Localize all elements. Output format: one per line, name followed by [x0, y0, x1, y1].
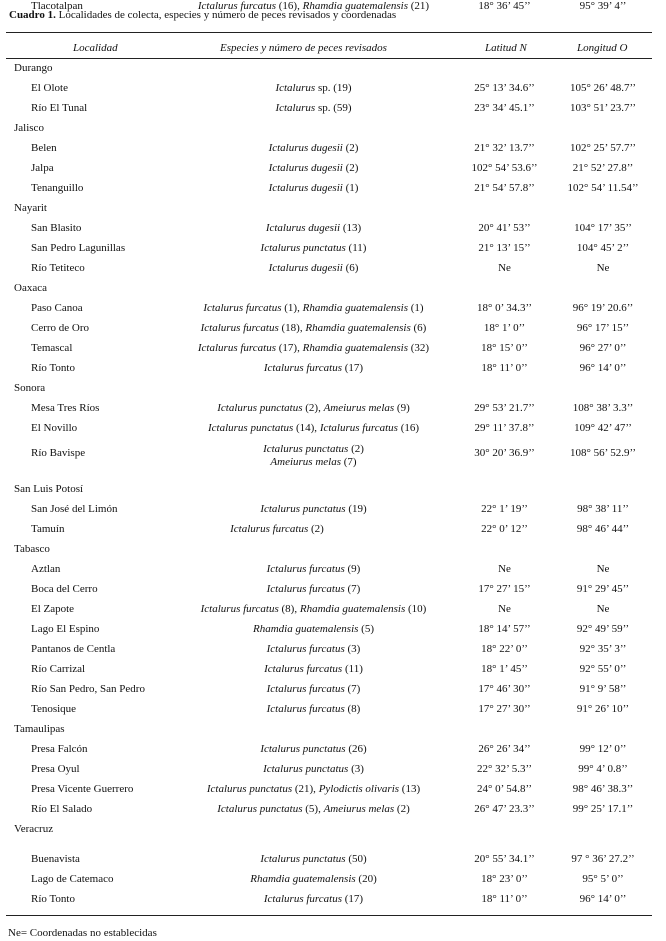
group-row	[0, 483, 666, 503]
longitude-cell: 21° 52’ 27.8’’	[572, 162, 634, 174]
species-cell: Ictalurus punctatus (21), Pylodictis olivaris (13)	[206, 783, 421, 795]
longitude-cell: 96° 14’ 0’’	[579, 893, 627, 905]
longitude-cell: Ne	[596, 563, 610, 575]
locality-cell: Presa Falcón	[31, 743, 88, 755]
table-row	[0, 703, 666, 723]
latitude-cell: 102° 54’ 53.6’’	[471, 162, 538, 174]
longitude-cell: 99° 4’ 0.8’’	[578, 763, 628, 775]
latitude-cell: 21° 13’ 15’’	[478, 242, 531, 254]
footnote: Ne= Coordenadas no establecidas	[8, 927, 157, 939]
species-cell: Ictalurus furcatus (17)	[263, 362, 364, 374]
latitude-cell: 22° 0’ 12’’	[481, 523, 528, 535]
species-cell: Ictalurus punctatus (19)	[260, 503, 367, 515]
latitude-cell: 18° 11’ 0’’	[481, 893, 528, 905]
longitude-cell: 95° 5’ 0’’	[582, 873, 624, 885]
locality-cell: Temascal	[31, 342, 73, 354]
locality-cell: Jalpa	[31, 162, 54, 174]
table-row	[0, 563, 666, 583]
longitude-cell: 96° 19’ 20.6’’	[572, 302, 634, 314]
locality-cell: Río Bavispe	[31, 447, 86, 459]
species-cell: Ictalurus dugesii (2)	[268, 142, 359, 154]
table-row	[0, 402, 666, 422]
latitude-cell: 26° 26’ 34’’	[478, 743, 531, 755]
species-cell: Ictalurus furcatus (7)	[266, 683, 361, 695]
table-row	[0, 102, 666, 122]
caption-label: Cuadro 1.	[9, 9, 56, 21]
locality-cell: Tenanguillo	[31, 182, 84, 194]
table-row	[0, 503, 666, 523]
latitude-cell: 18° 0’ 34.3’’	[476, 302, 532, 314]
longitude-cell: 109° 42’ 47’’	[574, 422, 632, 434]
group-row	[0, 282, 666, 302]
species-cell: Ictalurus dugesii (1)	[268, 182, 359, 194]
latitude-cell: 18° 22’ 0’’	[481, 643, 528, 655]
table-row	[0, 182, 666, 202]
locality-cell: Presa Oyul	[31, 763, 80, 775]
longitude-cell: 96° 17’ 15’’	[576, 322, 630, 334]
locality-cell: Aztlan	[31, 563, 61, 575]
table-row	[0, 803, 666, 823]
species-cell: Ictalurus furcatus (17), Rhamdia guatemalensis (32)	[197, 342, 430, 354]
latitude-cell: 17° 27’ 15’’	[478, 583, 531, 595]
table-row	[0, 873, 666, 893]
table-row	[0, 422, 666, 442]
locality-cell: Mesa Tres Ríos	[31, 402, 100, 414]
locality-cell: San Pedro Lagunillas	[31, 242, 126, 254]
species-cell: Ictalurus punctatus (50)	[260, 853, 367, 865]
table-row	[0, 262, 666, 282]
latitude-cell: 18° 15’ 0’’	[481, 342, 528, 354]
species-cell: Ictalurus furcatus (1), Rhamdia guatemalensis (1)	[203, 302, 424, 314]
longitude-cell: 102° 25’ 57.7’’	[569, 142, 636, 154]
table-row	[0, 222, 666, 242]
latitude-cell: 17° 27’ 30’’	[478, 703, 531, 715]
locality-cell: Río El Tunal	[31, 102, 88, 114]
table-row	[0, 162, 666, 182]
species-cell: Ictalurus punctatus (5), Ameiurus melas (2)	[217, 803, 410, 815]
latitude-cell: 29° 53’ 21.7’’	[474, 402, 535, 414]
state-name: Durango	[14, 62, 53, 74]
longitude-cell: 96° 27’ 0’’	[579, 342, 627, 354]
longitude-cell: 98° 46’ 38.3’’	[572, 783, 634, 795]
group-row	[0, 122, 666, 142]
table-row	[0, 82, 666, 102]
state-name: Veracruz	[14, 823, 54, 835]
state-name: Sonora	[14, 382, 46, 394]
table-row	[0, 0, 666, 20]
longitude-cell: 102° 54’ 11.54’’	[567, 182, 639, 194]
locality-cell: Tlacotalpan	[31, 0, 83, 12]
longitude-cell: 97 ° 36’ 27.2’’	[571, 853, 635, 865]
table-row	[0, 663, 666, 683]
latitude-cell: Ne	[498, 262, 511, 274]
caption-text: Localidades de colecta, especies y número de peces revisados y coordenadas	[55, 9, 397, 21]
group-row	[0, 823, 666, 843]
locality-cell: Río Tonto	[31, 362, 75, 374]
locality-cell: San José del Limón	[31, 503, 118, 515]
longitude-cell: 95° 39’ 4’’	[579, 0, 627, 12]
longitude-cell: 99° 12’ 0’’	[579, 743, 627, 755]
species-cell: Ictalurus punctatus (2) Ameiurus melas (7)	[263, 443, 364, 468]
bottom-rule	[6, 915, 652, 916]
header-longitude: Longitud O	[577, 42, 628, 54]
group-row	[0, 202, 666, 222]
locality-cell: Río San Pedro, San Pedro	[31, 683, 145, 695]
species-cell: Ictalurus dugesii (2)	[268, 162, 359, 174]
table-row	[0, 643, 666, 663]
table-row	[0, 523, 666, 543]
locality-cell: Río Tetiteco	[31, 262, 85, 274]
table-row	[0, 362, 666, 382]
latitude-cell: 18° 14’ 57’’	[478, 623, 531, 635]
state-name: San Luis Potosí	[14, 483, 84, 495]
top-rule	[6, 32, 652, 33]
state-name: Nayarit	[14, 202, 47, 214]
longitude-cell: 98° 38’ 11’’	[577, 503, 629, 515]
species-cell: Ictalurus furcatus (2)	[230, 523, 324, 535]
locality-cell: Tamuín	[31, 523, 65, 535]
longitude-cell: 96° 14’ 0’’	[579, 362, 627, 374]
latitude-cell: 22° 1’ 19’’	[481, 503, 528, 515]
latitude-cell: 30° 20’ 36.9’’	[474, 447, 535, 459]
state-name: Oaxaca	[14, 282, 47, 294]
table-row	[0, 342, 666, 362]
header-locality: Localidad	[73, 42, 118, 54]
latitude-cell: 26° 47’ 23.3’’	[474, 803, 535, 815]
species-cell: Ictalurus punctatus (2), Ameiurus melas (9)	[217, 402, 410, 414]
latitude-cell: 21° 32’ 13.7’’	[474, 142, 535, 154]
species-cell: Ictalurus punctatus (14), Ictalurus furcatus (16)	[207, 422, 420, 434]
species-cell: Ictalurus punctatus (3)	[263, 763, 364, 775]
table-row	[0, 302, 666, 322]
table-row	[0, 583, 666, 603]
table-row	[0, 893, 666, 913]
locality-cell: Buenavista	[31, 853, 80, 865]
latitude-cell: Ne	[498, 603, 511, 615]
header-species: Especies y número de peces revisados	[220, 42, 387, 54]
locality-cell: Río Tonto	[31, 893, 75, 905]
species-cell: Ictalurus sp. (59)	[275, 102, 352, 114]
species-cell: Rhamdia guatemalensis (5)	[253, 623, 374, 635]
locality-cell: El Olote	[31, 82, 68, 94]
locality-cell: Lago de Catemaco	[31, 873, 114, 885]
latitude-cell: 18° 23’ 0’’	[481, 873, 528, 885]
longitude-cell: 92° 35’ 3’’	[579, 643, 627, 655]
state-name: Jalisco	[14, 122, 44, 134]
latitude-cell: 20° 41’ 53’’	[478, 222, 531, 234]
table-row	[0, 853, 666, 873]
latitude-cell: 25° 13’ 34.6’’	[474, 82, 535, 94]
longitude-cell: 98° 46’ 44’’	[576, 523, 630, 535]
species-cell: Ictalurus dugesii (6)	[268, 262, 359, 274]
locality-cell: Boca del Cerro	[31, 583, 98, 595]
species-cell: Rhamdia guatemalensis (20)	[250, 873, 377, 885]
table-row	[0, 322, 666, 342]
locality-cell: Río El Salado	[31, 803, 93, 815]
locality-cell: Presa Vicente Guerrero	[31, 783, 134, 795]
longitude-cell: 104° 17’ 35’’	[574, 222, 632, 234]
latitude-cell: 22° 32’ 5.3’’	[476, 763, 532, 775]
locality-cell: Paso Canoa	[31, 302, 83, 314]
locality-cell: Río Carrizal	[31, 663, 86, 675]
species-cell: Ictalurus furcatus (17)	[263, 893, 364, 905]
locality-cell: Cerro de Oro	[31, 322, 90, 334]
header-latitude: Latitud N	[485, 42, 527, 54]
table-row	[0, 743, 666, 763]
table-row	[0, 763, 666, 783]
locality-cell: El Novillo	[31, 422, 78, 434]
group-row	[0, 382, 666, 402]
longitude-cell: Ne	[596, 603, 610, 615]
latitude-cell: 18° 1’ 0’’	[483, 322, 526, 334]
longitude-cell: 103° 51’ 23.7’’	[569, 102, 636, 114]
locality-cell: Belen	[31, 142, 57, 154]
species-cell: Ictalurus furcatus (7)	[266, 583, 361, 595]
species-cell: Ictalurus punctatus (26)	[260, 743, 367, 755]
group-row	[0, 723, 666, 743]
longitude-cell: 99° 25’ 17.1’’	[572, 803, 634, 815]
longitude-cell: 105° 26’ 48.7’’	[569, 82, 636, 94]
longitude-cell: 108° 56’ 52.9’’	[569, 447, 636, 459]
species-cell: Ictalurus furcatus (18), Rhamdia guatemalensis (6)	[200, 322, 427, 334]
locality-cell: Lago El Espino	[31, 623, 100, 635]
locality-cell: San Blasito	[31, 222, 82, 234]
longitude-cell: 104° 45’ 2’’	[576, 242, 630, 254]
longitude-cell: 92° 55’ 0’’	[579, 663, 627, 675]
table-row	[0, 783, 666, 803]
latitude-cell: 17° 46’ 30’’	[478, 683, 531, 695]
table-row	[0, 142, 666, 162]
locality-cell: Tenosique	[31, 703, 77, 715]
latitude-cell: 20° 55’ 34.1’’	[474, 853, 535, 865]
longitude-cell: 108° 38’ 3.3’’	[572, 402, 634, 414]
locality-cell: Pantanos de Centla	[31, 643, 116, 655]
longitude-cell: 91° 9’ 58’’	[579, 683, 627, 695]
table-row	[0, 623, 666, 643]
latitude-cell: Ne	[498, 563, 511, 575]
latitude-cell: 21° 54’ 57.8’’	[474, 182, 535, 194]
species-cell: Ictalurus punctatus (11)	[260, 242, 367, 254]
table-row	[0, 242, 666, 262]
species-cell: Ictalurus dugesii (13)	[265, 222, 362, 234]
table-row	[0, 443, 666, 468]
locality-cell: El Zapote	[31, 603, 75, 615]
latitude-cell: 23° 34’ 45.1’’	[474, 102, 535, 114]
latitude-cell: 29° 11’ 37.8’’	[474, 422, 535, 434]
longitude-cell: Ne	[596, 262, 610, 274]
species-cell: Ictalurus furcatus (8)	[266, 703, 361, 715]
species-cell: Ictalurus furcatus (16), Rhamdia guatemalensis (21)	[197, 0, 430, 12]
longitude-cell: 91° 29’ 45’’	[576, 583, 630, 595]
header-rule	[6, 58, 652, 59]
state-name: Tabasco	[14, 543, 50, 555]
latitude-cell: 24° 0’ 54.8’’	[476, 783, 532, 795]
group-row	[0, 62, 666, 82]
species-cell: Ictalurus furcatus (3)	[266, 643, 361, 655]
longitude-cell: 92° 49’ 59’’	[576, 623, 630, 635]
table-row	[0, 603, 666, 623]
state-name: Tamaulipas	[14, 723, 65, 735]
table-row	[0, 683, 666, 703]
species-cell: Ictalurus furcatus (8), Rhamdia guatemalensis (10)	[200, 603, 427, 615]
longitude-cell: 91° 26’ 10’’	[576, 703, 630, 715]
latitude-cell: 18° 36’ 45’’	[478, 0, 531, 12]
species-cell: Ictalurus sp. (19)	[275, 82, 352, 94]
species-cell: Ictalurus furcatus (9)	[266, 563, 361, 575]
latitude-cell: 18° 11’ 0’’	[481, 362, 528, 374]
species-cell: Ictalurus furcatus (11)	[264, 663, 363, 675]
latitude-cell: 18° 1’ 45’’	[481, 663, 528, 675]
group-row	[0, 543, 666, 563]
